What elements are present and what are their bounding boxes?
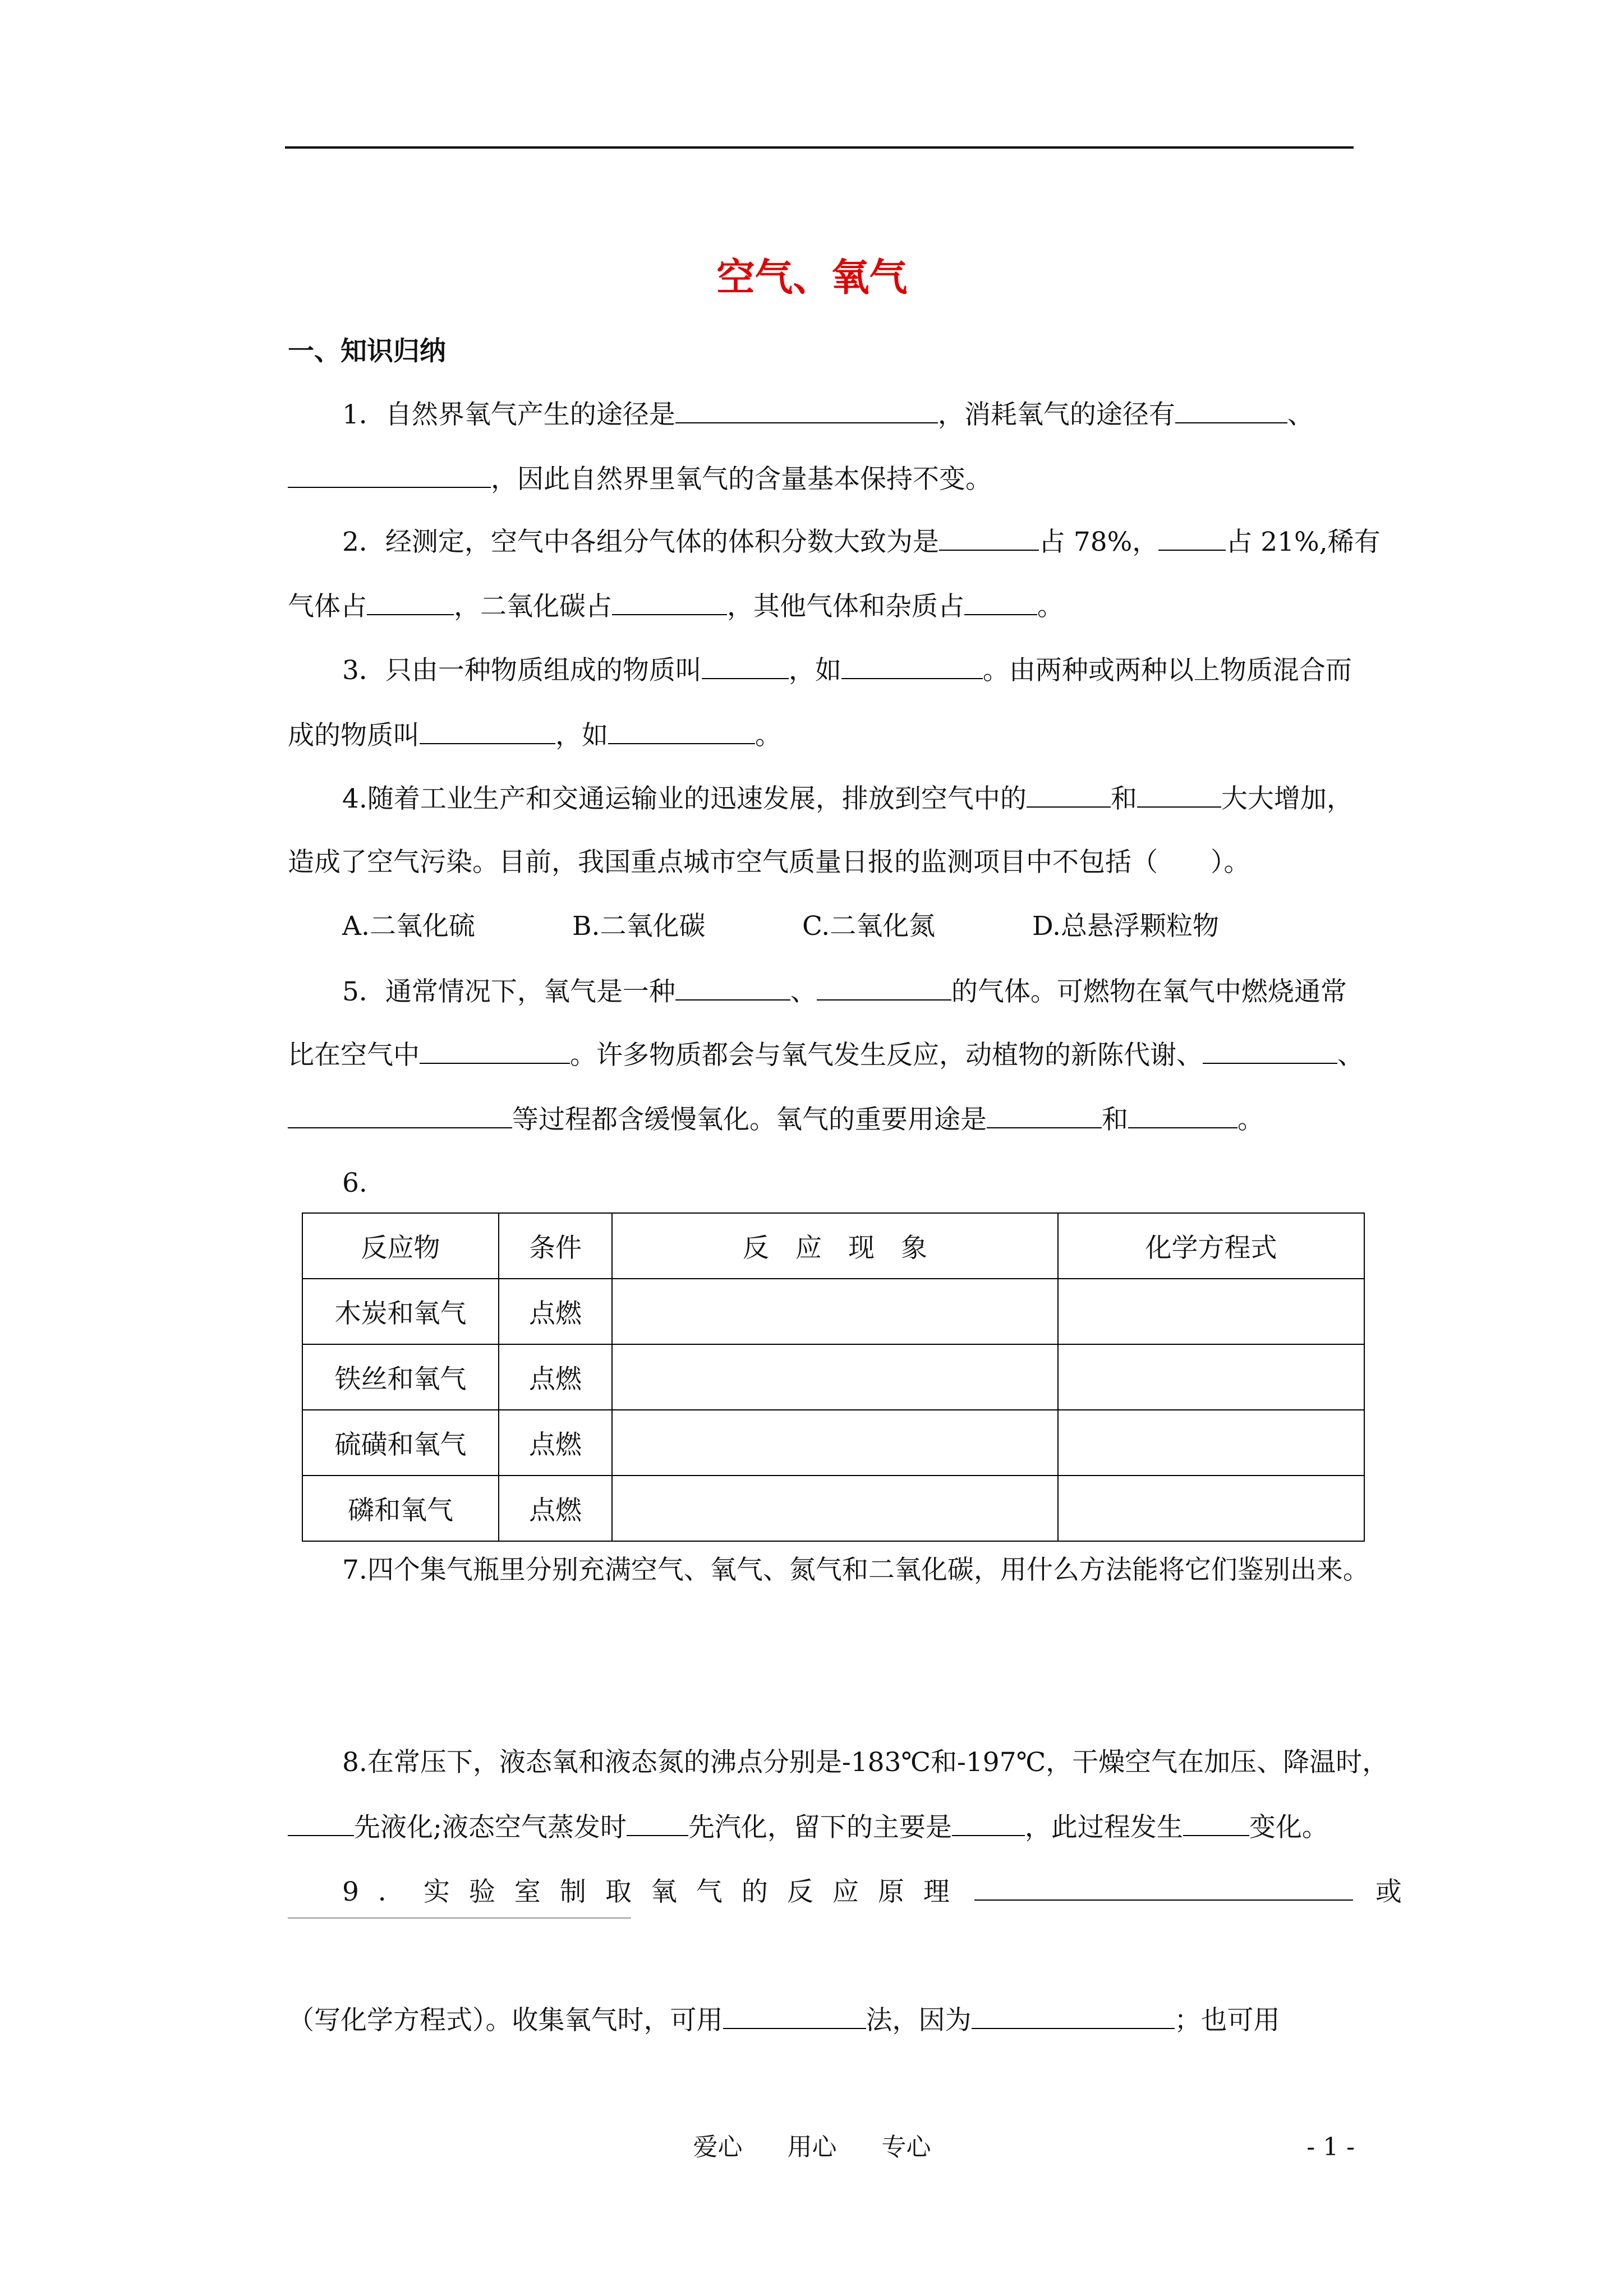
question-1-line-2: ，因此自然界里氧气的含量基本保持不变。 <box>288 459 1356 499</box>
condition-cell: 点燃 <box>499 1410 612 1476</box>
answer-blank[interactable] <box>987 1099 1102 1128</box>
question-3-line-2: 成的物质叫 ，如 。 <box>288 715 1356 755</box>
answer-blank[interactable] <box>420 1035 570 1064</box>
reaction-table <box>302 1212 1365 1542</box>
reactant-cell: 铁丝和氧气 <box>302 1344 499 1410</box>
answer-blank[interactable] <box>702 650 789 679</box>
phenomenon-cell[interactable] <box>612 1344 1058 1410</box>
option-c[interactable]: C.二氧化氮 <box>802 911 936 942</box>
table-row <box>302 1410 1364 1476</box>
phenomenon-cell[interactable] <box>612 1476 1058 1541</box>
phenomenon-cell[interactable] <box>612 1410 1058 1476</box>
answer-blank[interactable] <box>420 715 555 744</box>
answer-blank[interactable] <box>675 394 938 423</box>
question-8-line-1: 8.在常压下，液态氧和液态氮的沸点分别是-183℃和-197℃，干燥空气在加压、降温时， <box>342 1747 1389 1778</box>
table-header-row <box>302 1213 1364 1279</box>
equation-cell[interactable] <box>1058 1279 1364 1344</box>
answer-blank[interactable] <box>974 1871 1353 1901</box>
reactant-cell: 木炭和氧气 <box>302 1279 499 1344</box>
answer-blank[interactable] <box>972 2000 1175 2029</box>
footer-motto <box>0 2131 1624 2164</box>
question-1-line-1: 1．自然界氧气产生的途径是 ，消耗氧气的途径有 、 <box>342 394 1356 435</box>
condition-cell: 点燃 <box>499 1279 612 1344</box>
table-row <box>302 1279 1364 1344</box>
answer-blank[interactable] <box>1137 778 1221 808</box>
table-row <box>302 1344 1364 1410</box>
question-4-line-2: 造成了空气污染。目前，我国重点城市空气质量日报的监测项目中不包括（ ）。 <box>288 847 1250 878</box>
equation-cell[interactable] <box>1058 1476 1364 1541</box>
question-4-options <box>342 907 1356 946</box>
header-rule <box>285 146 1354 149</box>
answer-blank[interactable] <box>964 586 1037 615</box>
header-condition: 条件 <box>499 1213 612 1279</box>
answer-blank[interactable] <box>817 971 951 1001</box>
answer-blank[interactable] <box>952 1807 1025 1836</box>
question-2-line-2: 气体占 ，二氧化碳占 ，其他气体和杂质占 。 <box>288 586 1356 626</box>
header-equation: 化学方程式 <box>1058 1213 1364 1279</box>
answer-blank[interactable] <box>1203 1035 1337 1064</box>
equation-cell[interactable] <box>1058 1410 1364 1476</box>
option-b[interactable]: B.二氧化碳 <box>572 911 706 942</box>
equation-cell[interactable] <box>1058 1344 1364 1410</box>
footnote-separator <box>288 1917 631 1919</box>
reactant-cell: 硫磺和氧气 <box>302 1410 499 1476</box>
condition-cell: 点燃 <box>499 1476 612 1541</box>
header-phenomenon: 反 应 现 象 <box>612 1213 1058 1279</box>
question-3-line-1: 3．只由一种物质组成的物质叫 ，如 。由两种或两种以上物质混合而 <box>342 650 1356 690</box>
answer-blank[interactable] <box>367 586 454 615</box>
question-9-line-2: （写化学方程式）。收集氧气时，可用 法，因为 ；也可用 <box>288 2000 1356 2040</box>
question-4-line-1: 4.随着工业生产和交通运输业的迅速发展，排放到空气中的 和 大大增加， <box>342 778 1356 819</box>
question-5-line-3: 等过程都含缓慢氧化。氧气的重要用途是 和 。 <box>288 1099 1356 1140</box>
answer-blank[interactable] <box>939 522 1039 551</box>
option-d[interactable]: D.总悬浮颗粒物 <box>1032 911 1219 942</box>
answer-blank[interactable] <box>1183 1807 1249 1836</box>
header-reactant: 反应物 <box>302 1213 499 1279</box>
answer-blank[interactable] <box>1027 778 1111 808</box>
footer-word: 用心 <box>787 2133 837 2161</box>
footer-word: 爱心 <box>693 2133 743 2161</box>
table-row <box>302 1476 1364 1541</box>
answer-blank[interactable] <box>1158 522 1226 551</box>
question-2-line-1: 2．经测定，空气中各组分气体的体积分数大致为是 占 78%， 占 21%,稀有 <box>342 522 1356 562</box>
question-7: 7.四个集气瓶里分别充满空气、氧气、氮气和二氧化碳，用什么方法能将它们鉴别出来。 <box>342 1555 1369 1585</box>
condition-cell: 点燃 <box>499 1344 612 1410</box>
question-8-line-2: 先液化;液态空气蒸发时 先汽化，留下的主要是 ，此过程发生 变化。 <box>288 1807 1356 1847</box>
reactant-cell: 磷和氧气 <box>302 1476 499 1541</box>
page-number: - 1 - <box>1306 2133 1355 2161</box>
footer-word: 专心 <box>881 2133 931 2161</box>
answer-blank[interactable] <box>627 1807 688 1836</box>
question-6-label: 6. <box>342 1168 367 1198</box>
answer-blank[interactable] <box>1128 1099 1237 1128</box>
section-heading: 一、知识归纳 <box>288 336 446 367</box>
answer-blank[interactable] <box>288 1807 354 1836</box>
answer-blank[interactable] <box>288 459 491 488</box>
answer-blank[interactable] <box>675 971 790 1001</box>
question-9-line-1: 9．实验室制取氧气的反应原理 或 <box>342 1871 1356 1912</box>
phenomenon-cell[interactable] <box>612 1279 1058 1344</box>
page-title: 空气、氧气 <box>716 255 908 300</box>
answer-blank[interactable] <box>608 715 755 744</box>
answer-blank[interactable] <box>288 1099 512 1128</box>
question-5-line-2: 比在空气中 。许多物质都会与氧气发生反应，动植物的新陈代谢、 、 <box>288 1035 1356 1075</box>
answer-blank[interactable] <box>841 650 983 679</box>
answer-blank[interactable] <box>723 2000 866 2029</box>
option-a[interactable]: A.二氧化硫 <box>342 911 475 942</box>
answer-blank[interactable] <box>1175 394 1287 423</box>
answer-blank[interactable] <box>612 586 727 615</box>
question-5-line-1: 5．通常情况下，氧气是一种 、 的气体。可燃物在氧气中燃烧通常 <box>342 971 1356 1012</box>
